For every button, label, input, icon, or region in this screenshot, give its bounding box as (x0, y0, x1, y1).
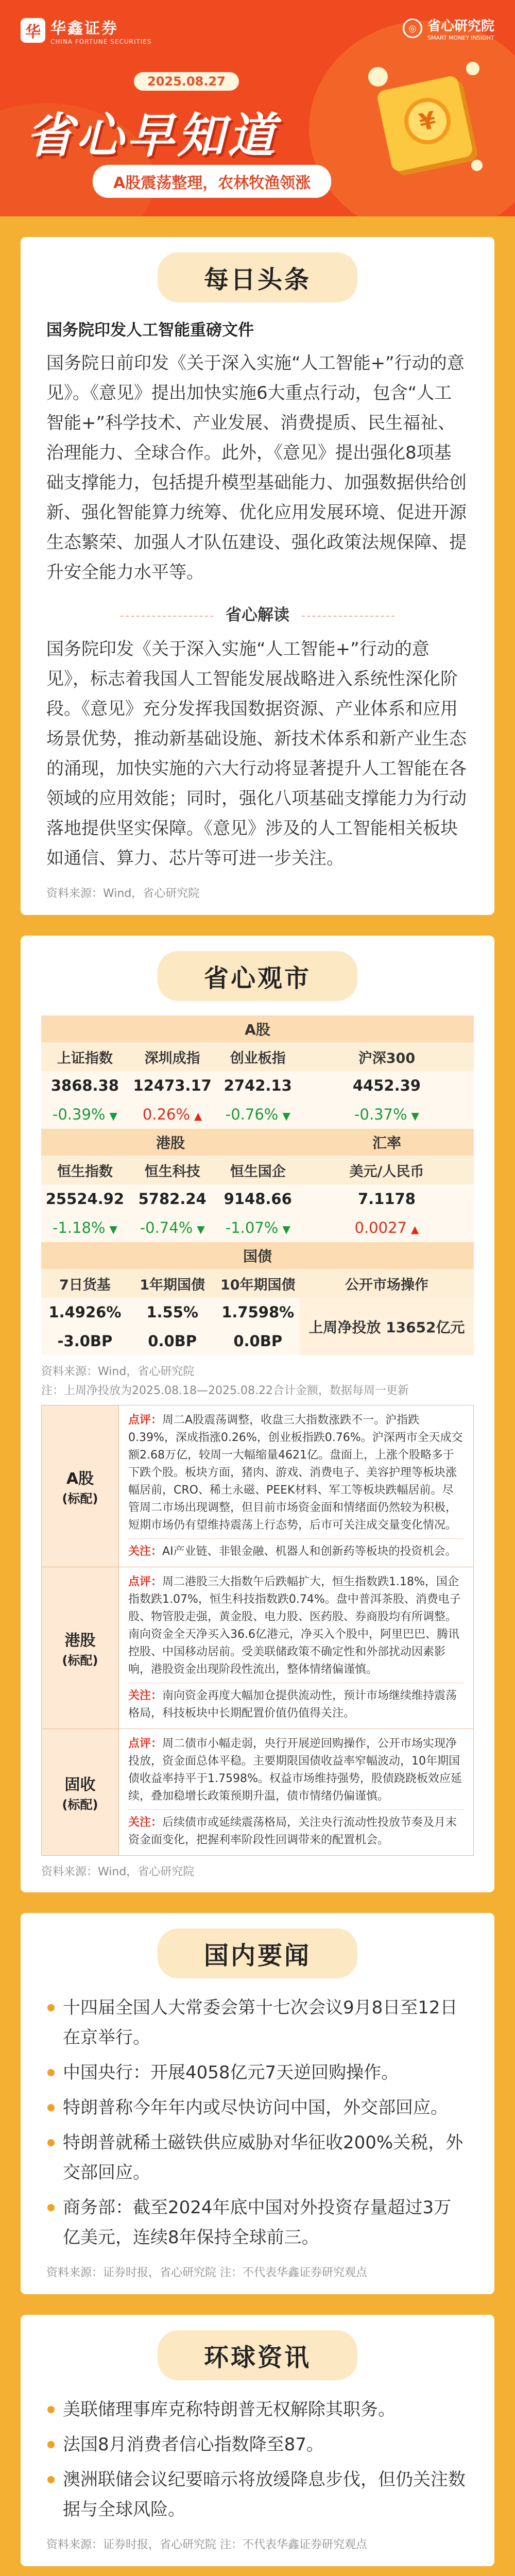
header-banner (0, 0, 515, 216)
page-title: 省心早知道 (26, 108, 279, 163)
headline-news-title: 国务院印发人工智能重磅文件 (46, 321, 254, 340)
index-value: 2742.13 (216, 1071, 300, 1100)
market-tag: (标配) (62, 1492, 98, 1506)
index-change: 0.0BP (129, 1327, 216, 1355)
index-change: 0.0027 (354, 1219, 407, 1236)
list-item: 特朗普称今年年内或尽快访问中国，外交部回应。 (46, 2093, 469, 2123)
index-change: 0.26% (142, 1106, 191, 1123)
domestic-news-card (21, 1913, 494, 2294)
index-label: 1年期国债 (129, 1269, 216, 1298)
market-source: 资料来源：Wind，省心研究院 (41, 1365, 195, 1378)
point-body: AI产业链、非银金融、机器人和创新药等板块的投资机会。 (162, 1545, 457, 1558)
index-value: 9148.66 (216, 1184, 300, 1213)
index-label: 深圳成指 (129, 1042, 216, 1071)
headline-view-body: 国务院印发《关于深入实施“人工智能+”行动的意见》，标志着我国人工智能发展战略进入系统性深化阶段。《意见》充分发挥我国数据资源、产业体系和应用场景优势，推动新基础设施、新技术体系和新产业生态的涌现，加快实施的六大行动将显著提升人工智能在各领域的应用效能；同时，强化八项基础支撑能力为行动落地提供坚实保障。《意见》涉及的人工智能相关板块如通信、算力、芯片等可进一步关注。 (46, 639, 467, 869)
band-a-share: A股 (41, 1015, 474, 1042)
index-label: 公开市场操作 (300, 1269, 474, 1298)
commentary-source: 资料来源：Wind，省心研究院 (41, 1866, 195, 1878)
domestic-section-title: 国内要闻 (158, 1928, 357, 1978)
market-tag: (标配) (62, 1653, 98, 1668)
index-change: -0.74% (140, 1219, 193, 1236)
domestic-source: 资料来源：证券时报，省心研究院 注：不代表华鑫证券研究观点 (46, 2266, 367, 2279)
index-value: 1.7598% (216, 1298, 300, 1327)
domestic-news-list (46, 1993, 469, 2252)
point-head: 点评： (128, 1737, 163, 1750)
index-value: 3868.38 (41, 1071, 129, 1100)
headline-news-body: 国务院日前印发《关于深入实施“人工智能+”行动的意见》。《意见》提出加快实施6大重点行动，包含“人工智能+”科学技术、产业发展、消费提质、民生福祉、治理能力、全球合作。此外，《意见》提出强化8项基础支撑能力，包括提升模型基础能力、加强数据供给创新、强化智能算力统筹、优化应用发展环境、促进开源生态繁荣、加强人才队伍建设、强化政策法规保障、提升安全能力水平等。 (46, 353, 467, 583)
band-bond: 国债 (41, 1242, 474, 1269)
market-note: 注：上周净投放为2025.08.18—2025.08.22合计金额，数据每周一更新 (41, 1384, 409, 1397)
global-section-title: 环球资讯 (158, 2330, 357, 2380)
page-subtitle: A股震荡整理，农林牧渔领涨 (93, 165, 331, 198)
index-value: 5782.24 (129, 1184, 216, 1213)
market-commentary-table (41, 1405, 474, 1856)
arrow-down-icon: ▼ (282, 1110, 290, 1122)
index-value: 4452.39 (300, 1071, 474, 1100)
list-item: 中国央行：开展4058亿元7天逆回购操作。 (46, 2058, 469, 2088)
index-value: 1.4926% (41, 1298, 129, 1327)
index-label: 7日货基 (41, 1269, 129, 1298)
index-label: 恒生科技 (129, 1156, 216, 1184)
arrow-down-icon: ▼ (197, 1223, 205, 1235)
market-section-title: 省心观市 (158, 951, 357, 1001)
band-fx: 汇率 (300, 1129, 474, 1156)
list-item: 澳洲联储会议纪要暗示将放缓降息步伐，但仍关注数据与全球风险。 (46, 2465, 469, 2524)
headline-view-title: 省心解读 (46, 602, 469, 625)
market-name: A股 (66, 1470, 94, 1488)
point-head: 点评： (128, 1575, 163, 1588)
institute-logo-icon: ◎ (403, 19, 422, 38)
point-body: 周二债市小幅走弱，央行开展逆回购操作，公开市场实现净投放，资金面总体平稳。主要期限国债收益率窄幅波动，10年期国债收益率持平于1.7598%。权益市场维持强势，股债跷跷板效应延续，叠加稳增长政策预期升温，债市情绪仍偏谨慎。 (128, 1737, 462, 1803)
institute-name-en: SMART MONEY INSIGHT (427, 35, 494, 41)
market-tag: (标配) (62, 1798, 98, 1812)
market-name: 港股 (64, 1632, 96, 1650)
arrow-down-icon: ▼ (411, 1110, 419, 1122)
market-card (21, 936, 494, 1892)
point-head: 关注： (128, 1545, 163, 1558)
market-table (41, 1015, 474, 1355)
index-label: 美元/人民币 (300, 1156, 474, 1184)
index-value: 7.1178 (300, 1184, 474, 1213)
list-item: 美联储理事库克称特朗普无权解除其职务。 (46, 2395, 469, 2425)
index-label: 恒生国企 (216, 1156, 300, 1184)
headline-section-title: 每日头条 (158, 252, 357, 302)
point-body: 后续债市或延续震荡格局，关注央行流动性投放节奏及月末资金面变化，把握利率阶段性回调带来的配置机会。 (128, 1816, 457, 1846)
index-value: 25524.92 (41, 1184, 129, 1213)
point-head: 点评： (128, 1414, 163, 1427)
index-label: 恒生指数 (41, 1156, 129, 1184)
market-name: 固收 (64, 1776, 96, 1794)
bubble-icon (466, 62, 479, 75)
arrow-down-icon: ▼ (109, 1110, 117, 1122)
brand-logo-icon: 华 (21, 18, 45, 43)
index-label: 沪深300 (300, 1042, 474, 1071)
list-item: 法国8月消费者信心指数降至87。 (46, 2430, 469, 2460)
open-market-operation: 上周净投放 13652亿元 (300, 1298, 474, 1355)
table-row (42, 1729, 474, 1856)
index-change: -0.37% (354, 1106, 407, 1123)
headline-card (21, 237, 494, 915)
index-label: 上证指数 (41, 1042, 129, 1071)
arrow-up-icon: ▲ (194, 1110, 202, 1122)
point-body: 周二A股震荡调整，收盘三大指数涨跌不一。沪指跌0.39%，深成指涨0.26%，创业板指跌0.76%。沪深两市全天成交额2.68万亿，较周一大幅缩量4621亿。盘面上，上涨个股略多于下跌个股。板块方面，猪肉、游戏、消费电子、美容护理等板块涨幅居前，CRO、稀土永磁、PEEK材料、军工等板块跌幅居前。尽管周二市场出现调整，但目前市场资金面和情绪面仍然较为积极，短期市场仍有望维持震荡上行态势，后市可关注成交量变化情况。 (128, 1414, 463, 1532)
brand-name: 华鑫证券 (50, 20, 118, 38)
index-change: -3.0BP (41, 1327, 129, 1355)
index-change: -1.18% (52, 1219, 106, 1236)
coin-icon: ¥ (400, 94, 455, 149)
point-body: 南向资金再度大幅加仓提供流动性，预计市场继续维持震荡格局，科技板块中长期配置价值仍值得关注。 (128, 1689, 457, 1720)
brand-name-en: CHINA FORTUNE SECURITIES (50, 38, 152, 45)
index-change: -0.39% (52, 1106, 106, 1123)
index-value: 12473.17 (129, 1071, 216, 1100)
bubble-icon (471, 160, 483, 171)
arrow-down-icon: ▼ (109, 1223, 117, 1235)
brand-right (403, 15, 494, 41)
index-label: 10年期国债 (216, 1269, 300, 1298)
index-change: -0.76% (225, 1106, 279, 1123)
list-item: 商务部：截至2024年底中国对外投资存量超过3万亿美元，连续8年保持全球前三。 (46, 2193, 469, 2252)
arrow-up-icon: ▲ (410, 1223, 419, 1235)
headline-source: 资料来源：Wind，省心研究院 (46, 887, 200, 900)
institute-name: 省心研究院 (427, 19, 494, 34)
index-change: -1.07% (225, 1219, 279, 1236)
brand-left (21, 15, 152, 45)
index-value: 1.55% (129, 1298, 216, 1327)
index-change: 0.0BP (216, 1327, 300, 1355)
coin-box-illustration (368, 62, 487, 180)
point-head: 关注： (128, 1816, 163, 1829)
band-hk: 港股 (41, 1129, 300, 1156)
global-source: 资料来源：证券时报，省心研究院 注：不代表华鑫证券研究观点 (46, 2538, 367, 2551)
table-row (42, 1567, 474, 1729)
list-item: 十四届全国人大常委会第十七次会议9月8日至12日在京举行。 (46, 1993, 469, 2053)
arrow-down-icon: ▼ (282, 1223, 290, 1235)
global-news-card (21, 2315, 494, 2566)
bubble-icon (368, 67, 388, 87)
table-row (42, 1405, 474, 1567)
list-item: 特朗普就稀土磁铁供应威胁对华征收200%关税，外交部回应。 (46, 2128, 469, 2188)
point-head: 关注： (128, 1689, 163, 1702)
issue-date: 2025.08.27 (134, 72, 239, 91)
point-body: 周二港股三大指数午后跌幅扩大，恒生指数跌1.18%，国企指数跌1.07%，恒生科技指数跌0.74%。盘中普洱茶股、消费电子股、物管股走强，黄金股、电力股、医药股、券商股均有所调整。南向资金全天净买入36.6亿港元，净买入个股中，阿里巴巴、腾讯控股、中国移动居前。受美联储政策不确定性和外部扰动因素影响，港股资金出现阶段性流出，整体情绪偏谨慎。 (128, 1575, 461, 1676)
index-label: 创业板指 (216, 1042, 300, 1071)
global-news-list (46, 2395, 469, 2524)
